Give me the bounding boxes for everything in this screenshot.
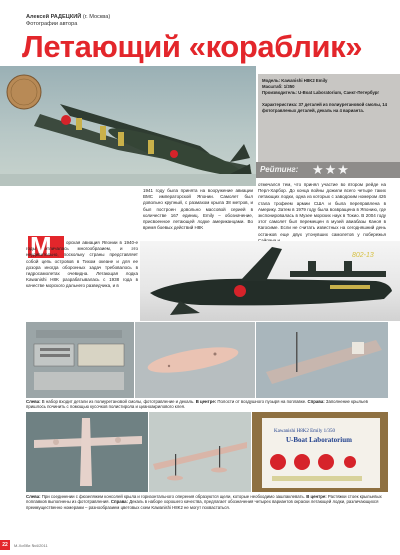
- article-title: Летающий «кораблик»: [22, 29, 363, 64]
- page-number: 22: [0, 540, 10, 550]
- wing-repair-photo: [256, 322, 388, 398]
- spec-box: [256, 74, 400, 162]
- float-struts-photo: [149, 412, 251, 492]
- article-intro: орская авиация Японии в 1940-е годы отличалась многообразием, и это неудивительно, поскольку страны представляет собой цепь островов в Тихом океане и для ее дозора иногда оборонных задач требовалось в гидросамолетах очевидна. Летающая лодка Kawanishi H8K разрабатывалась с 1938 года в качестве морского дальнего разведчика, и в: [26, 240, 138, 289]
- decal-brand: U-Boat Laboratorium: [286, 436, 352, 444]
- caption-row-2: Слева: При соединении с фюзеляжем консолей крыла и горизонтального оперения образуются щели, которые необходимо зашпаклевать. В центре: Растяжки стоек крыльевых поплавков выполнены из фототравления. Справа: Декаль в наборе хорошего качества, предлагает обозначения четырех вариантов окраски летающей лодки, различающихся преимущественно номерами – разнообразием цветовых схем Kawanishi H8K2 не могут похвастаться.: [26, 494, 382, 510]
- magazine-folio: М-Хобби №4/2011: [14, 543, 48, 548]
- author-line: [26, 14, 110, 28]
- boat-side-photo: [140, 241, 400, 321]
- article-column-right: отмечался тем, что принял участие во втором рейде на Перл-Харбор. До конца войны дожили всего четыре таких летающих лодки, одна из которых с заводским номером 426 стала трофеем армии США и была переправлена в Америку. Затем в 1979 году была возвращена в Японию, где экспонировалась в Музее морских наук в Токио. В 2004 году этот самолет был перемещен в музей авиабазы Каноя в Кагосиме. Если не считать известных на сегодняшний день останков еще двух утонувших самолетов у побережья: [258, 182, 386, 237]
- photo-credit: Фотографии автора: [26, 21, 78, 27]
- assembly-illustration: [26, 412, 148, 492]
- kit-parts-illustration: [26, 322, 134, 398]
- float-struts-illustration: [149, 412, 251, 492]
- spec-maker: Производитель: U-Boat Laboratorium, Санкт-Петербург: [262, 90, 380, 95]
- decal-sheet-photo: [252, 412, 388, 492]
- dropcap-letter: М: [30, 231, 52, 261]
- rating-label: Рейтинг:: [260, 165, 299, 174]
- article-column-middle: 1941 году была принята на вооружение авиации ВМС императорской Японии. Самолет был довольно крупный, с размахом крыла 38 метров, и был построен довольно массовой серией в количестве 167 единиц. Emily – обозначение, присвоенное летающей лодке американцами. Во время боевых действий H8K: [143, 188, 253, 231]
- assembly-photo: [26, 412, 148, 492]
- float-illustration: [135, 322, 255, 398]
- flying-boat-model-illustration: [0, 66, 256, 186]
- decal-sheet-illustration: [252, 412, 388, 492]
- kit-parts-photo: [26, 322, 134, 398]
- boat-side-illustration: [140, 241, 400, 321]
- boat-code-text: 802-13: [352, 252, 374, 259]
- hero-photo: [0, 66, 256, 186]
- spec-description: Характеристика: 37 деталей из полиуретановой смолы, 14 фототравленых деталей, декаль на 4 варианта.: [262, 102, 388, 113]
- float-photo: [135, 322, 255, 398]
- spec-model: Модель: Kawanishi H8K2 Emily: [262, 78, 328, 83]
- spec-scale: Масштаб: 1/350: [262, 84, 295, 89]
- author-name: Алексей РАДЕЦКИЙ: [26, 14, 82, 20]
- decal-title: Kawanishi H8K2 Emily 1/350: [274, 429, 335, 434]
- wing-repair-illustration: [256, 322, 388, 398]
- rating-bar: [256, 162, 400, 178]
- caption-row-1: Слева: В набор входит детали из полиуретановой смолы, фототравление и декаль. В центре: Полости от воздушного пузыря на поплавке. Справа: Заполнение крыльев пришлось починить с помощью кусочков полистирола и цианоакрилового клея.: [26, 399, 368, 410]
- rating-stars: ★★★: [312, 162, 350, 177]
- author-city: (г. Москва): [82, 14, 111, 20]
